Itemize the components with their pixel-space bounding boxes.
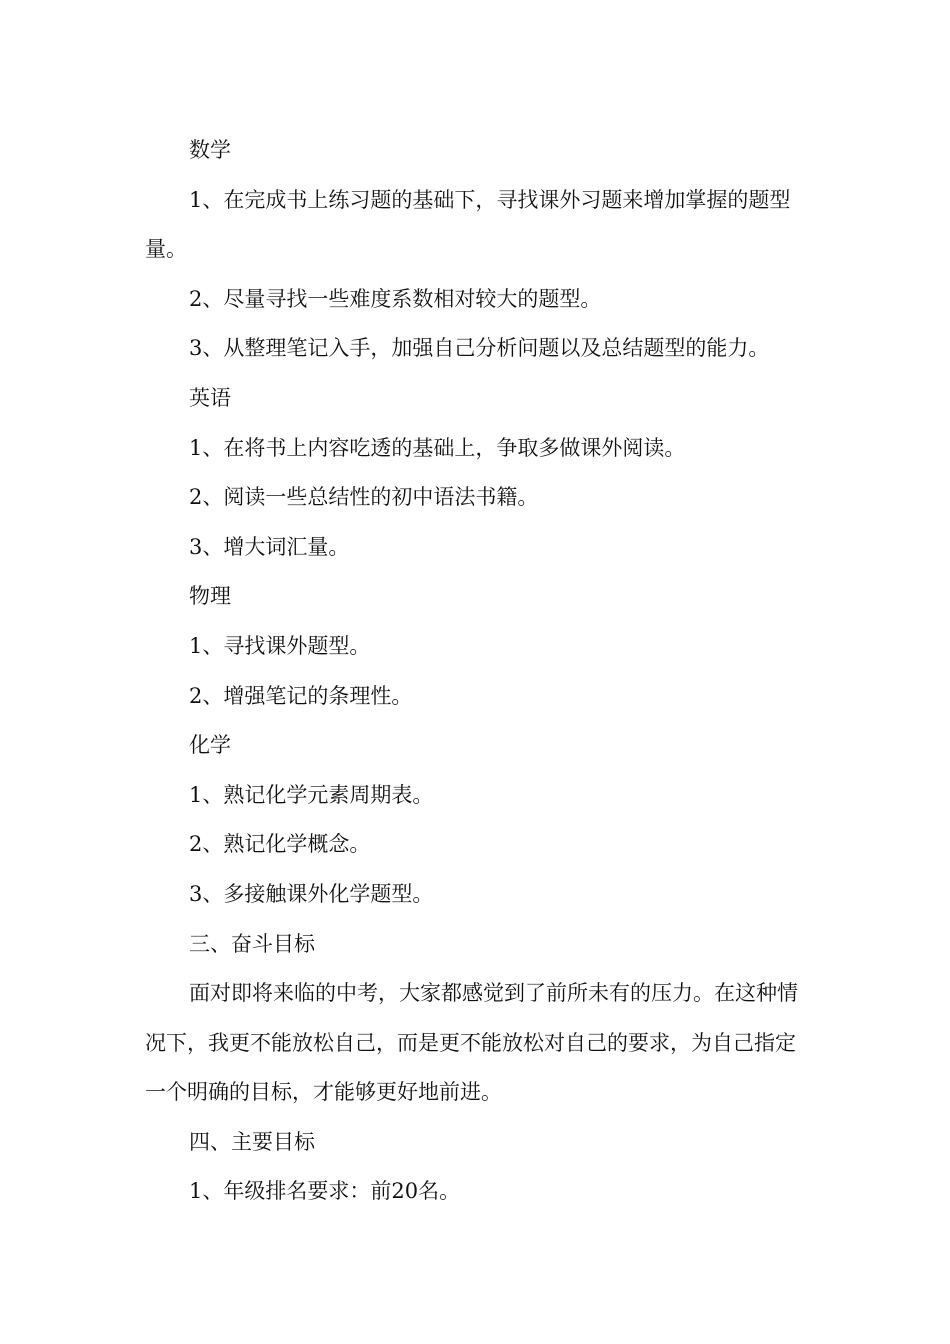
math-item-1: 1、在完成书上练习题的基础下，寻找课外习题来增加掌握的题型量。 <box>145 187 791 262</box>
english-item-2: 2、阅读一些总结性的初中语法书籍。 <box>189 485 539 510</box>
heading-math: 数学 <box>189 138 231 162</box>
physics-item-1: 1、寻找课外题型。 <box>189 633 371 658</box>
heading-chemistry: 化学 <box>189 733 231 758</box>
goals-paragraph: 面对即将来临的中考，大家都感觉到了前所未有的压力。在这种情况下，我更不能放松自己，而是更不能放松对自己的要求，为自己指定一个明确的目标，才能够更好地前进。 <box>145 981 798 1105</box>
chemistry-item-2: 2、熟记化学概念。 <box>189 832 371 857</box>
math-item-2: 2、尽量寻找一些难度系数相对较大的题型。 <box>189 286 602 311</box>
section-heading-main-goals: 四、主要目标 <box>189 1129 315 1154</box>
document-body <box>145 126 810 1217</box>
section-heading-goals: 三、奋斗目标 <box>189 931 315 956</box>
main-goals-item-1: 1、年级排名要求：前20名。 <box>189 1179 461 1204</box>
english-item-3: 3、增大词汇量。 <box>189 534 350 559</box>
physics-item-2: 2、增强笔记的条理性。 <box>189 683 413 708</box>
chemistry-item-3: 3、多接触课外化学题型。 <box>189 881 434 906</box>
english-item-1: 1、在将书上内容吃透的基础上，争取多做课外阅读。 <box>189 435 686 460</box>
heading-english: 英语 <box>189 385 231 410</box>
chemistry-item-1: 1、熟记化学元素周期表。 <box>189 782 434 807</box>
math-item-3: 3、从整理笔记入手，加强自己分析问题以及总结题型的能力。 <box>189 336 770 361</box>
heading-physics: 物理 <box>189 584 231 609</box>
